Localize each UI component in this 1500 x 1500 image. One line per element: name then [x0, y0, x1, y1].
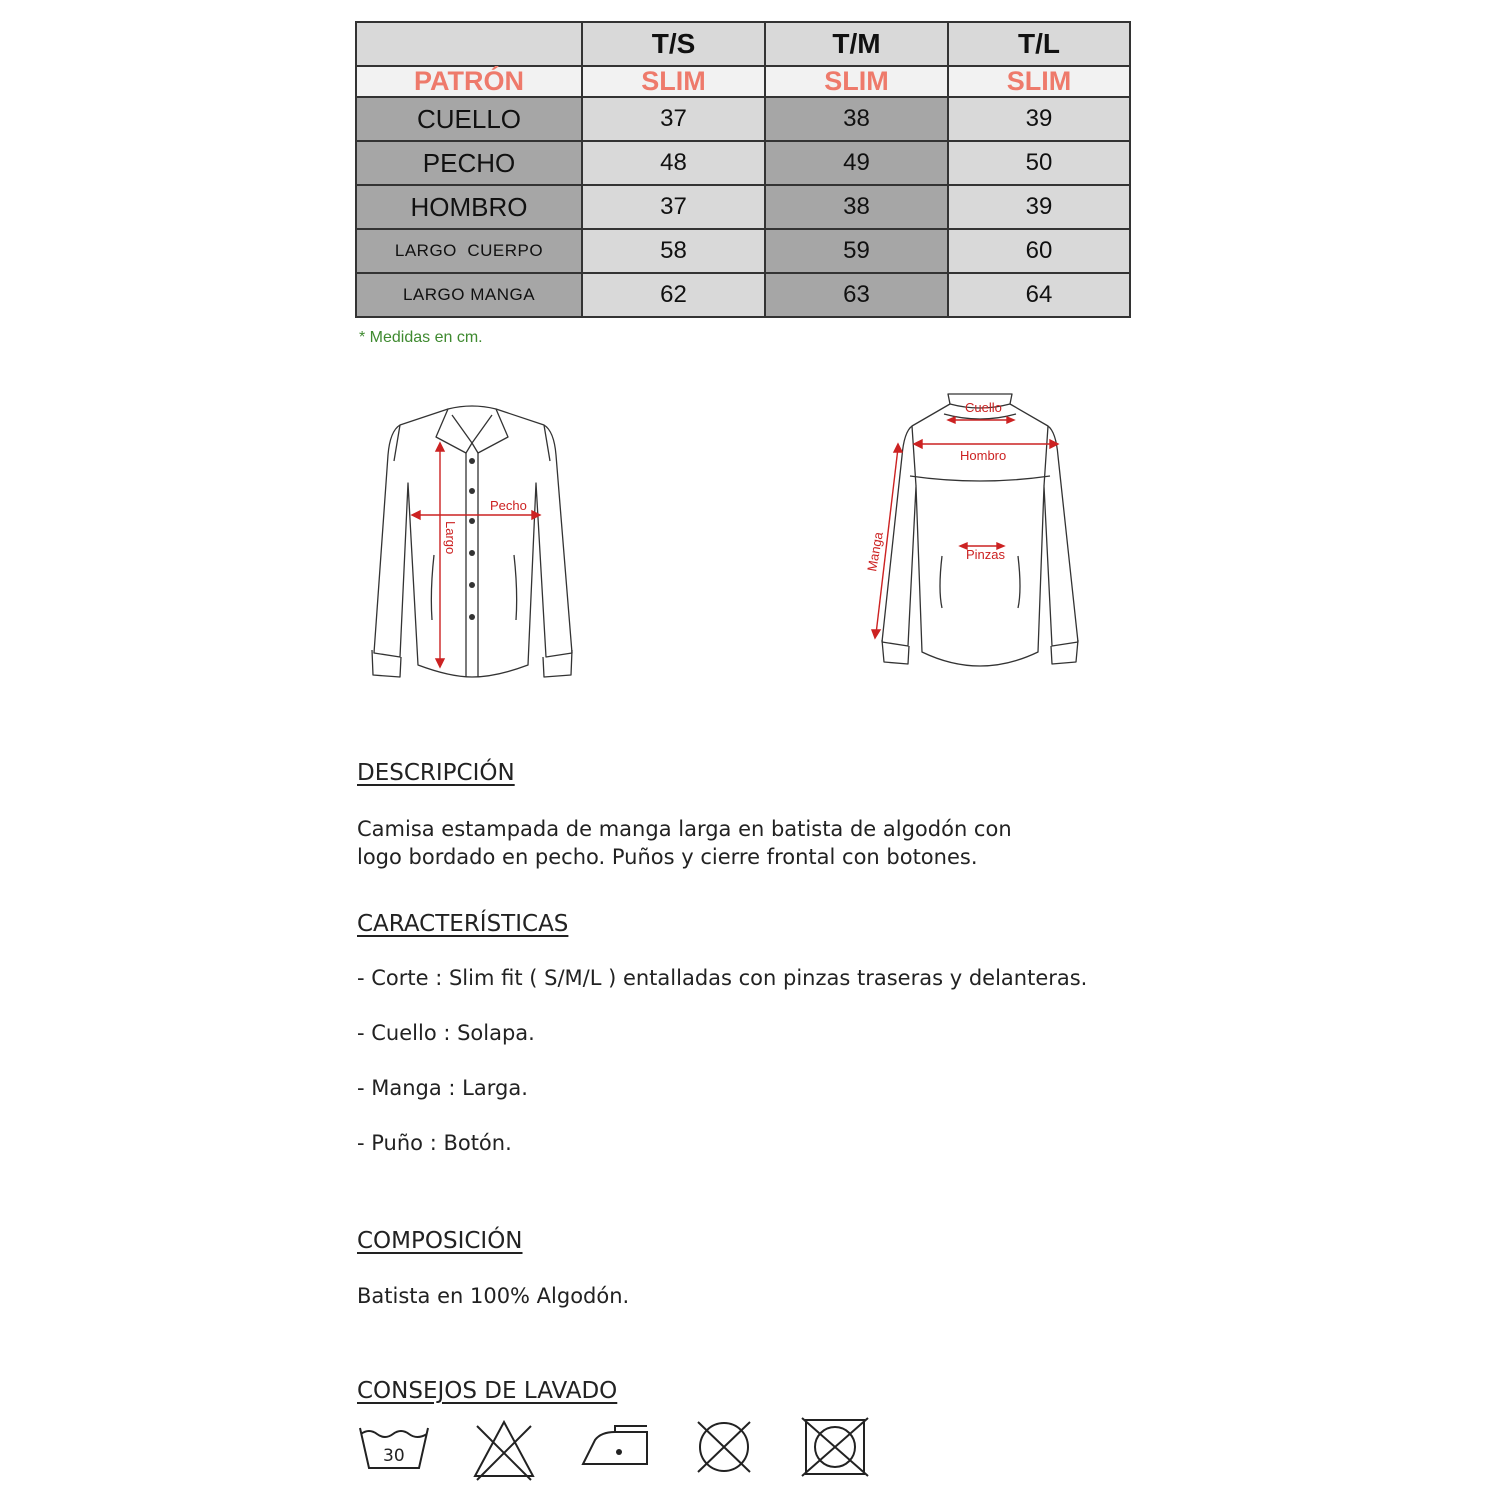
measurement-note: * Medidas en cm.	[359, 329, 483, 346]
pattern-value: SLIM	[765, 66, 948, 97]
chest-label: Pecho	[490, 498, 527, 513]
measure-value: 59	[765, 229, 948, 273]
shoulder-label: Hombro	[960, 448, 1007, 463]
no-bleach-icon	[471, 1418, 537, 1482]
header-empty-cell	[356, 22, 582, 66]
measure-label: LARGO CUERPO	[356, 229, 582, 273]
table-row	[356, 185, 1130, 229]
table-row	[356, 273, 1130, 317]
measure-value: 37	[582, 185, 765, 229]
pattern-value: SLIM	[582, 66, 765, 97]
size-header: T/S	[582, 22, 765, 66]
description-title: DESCRIPCIÓN	[357, 760, 515, 786]
measure-value: 38	[765, 185, 948, 229]
feature-item: - Manga : Larga.	[357, 1076, 528, 1100]
measure-value: 39	[948, 185, 1130, 229]
measure-label: HOMBRO	[356, 185, 582, 229]
measure-value: 58	[582, 229, 765, 273]
table-row	[356, 141, 1130, 185]
feature-item: - Cuello : Solapa.	[357, 1021, 535, 1045]
pattern-label: PATRÓN	[356, 66, 582, 97]
measure-value: 62	[582, 273, 765, 317]
measure-value: 49	[765, 141, 948, 185]
size-table	[355, 21, 1131, 318]
measure-value: 64	[948, 273, 1130, 317]
measure-label: PECHO	[356, 141, 582, 185]
no-tumble-dry-icon	[800, 1416, 870, 1478]
measure-value: 38	[765, 97, 948, 141]
table-row	[356, 229, 1130, 273]
composition-title: COMPOSICIÓN	[357, 1228, 523, 1254]
collar-label: Cuello	[965, 400, 1002, 415]
washing-title: CONSEJOS DE LAVADO	[357, 1378, 618, 1404]
sleeve-label: Manga	[864, 530, 886, 573]
feature-item: - Puño : Botón.	[357, 1131, 512, 1155]
size-header: T/M	[765, 22, 948, 66]
table-row	[356, 97, 1130, 141]
measure-value: 50	[948, 141, 1130, 185]
measure-label: LARGO MANGA	[356, 273, 582, 317]
measure-value: 60	[948, 229, 1130, 273]
feature-item: - Corte : Slim fit ( S/M/L ) entalladas con pinzas traseras y delanteras.	[357, 966, 1088, 990]
measure-value: 39	[948, 97, 1130, 141]
measure-value: 48	[582, 141, 765, 185]
measure-label: CUELLO	[356, 97, 582, 141]
measure-value: 37	[582, 97, 765, 141]
description-line: logo bordado en pecho. Puños y cierre frontal con botones.	[357, 845, 978, 869]
size-header: T/L	[948, 22, 1130, 66]
iron-low-icon	[579, 1422, 651, 1472]
pattern-value: SLIM	[948, 66, 1130, 97]
description-line: Camisa estampada de manga larga en batista de algodón con	[357, 817, 1012, 841]
no-dry-clean-icon	[692, 1418, 756, 1476]
darts-label: Pinzas	[966, 547, 1006, 562]
shirt-front-diagram	[360, 395, 590, 690]
features-title: CARACTERÍSTICAS	[357, 911, 569, 937]
shirt-back-diagram	[860, 390, 1100, 680]
length-label: Largo	[443, 521, 458, 555]
size-header-row	[356, 22, 1130, 66]
wash-30-icon	[357, 1422, 431, 1472]
wash-temp: 30	[383, 1446, 405, 1466]
pattern-row	[356, 66, 1130, 97]
measure-value: 63	[765, 273, 948, 317]
composition-text: Batista en 100% Algodón.	[357, 1284, 630, 1308]
